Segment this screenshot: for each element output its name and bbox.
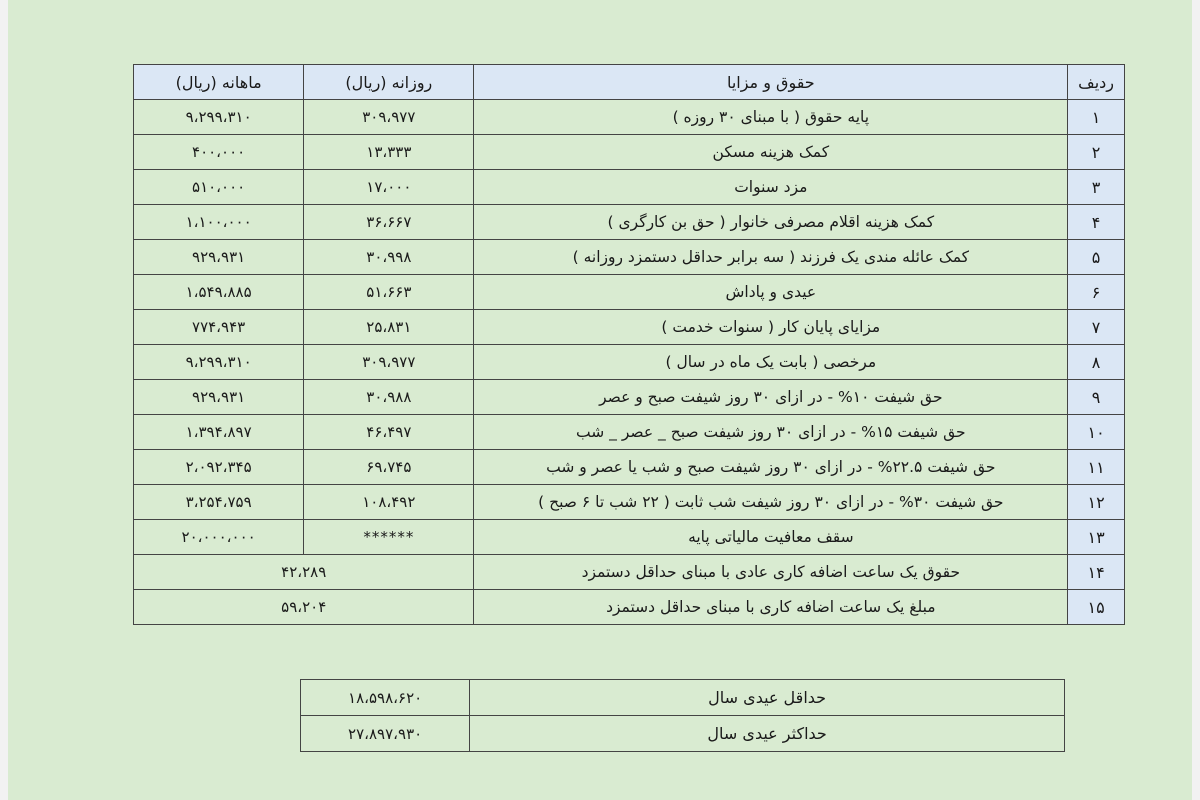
row-title: کمک عائله مندی یک فرزند ( سه برابر حداقل دستمزد روزانه ) xyxy=(474,240,1068,275)
table-row xyxy=(134,415,1125,450)
row-index: ۱۳ xyxy=(1068,520,1125,555)
table-row xyxy=(134,485,1125,520)
row-title: حق شیفت ۱۵% - در ازای ۳۰ روز شیفت صبح _ عصر _ شب xyxy=(474,415,1068,450)
row-merged-value: ۵۹،۲۰۴ xyxy=(134,590,474,625)
row-daily: ****** xyxy=(304,520,474,555)
row-daily: ۳۰۹،۹۷۷ xyxy=(304,345,474,380)
row-daily: ۴۶،۴۹۷ xyxy=(304,415,474,450)
table-row xyxy=(134,275,1125,310)
left-margin-strip xyxy=(0,0,8,800)
eidi-table xyxy=(300,679,1065,752)
row-monthly: ۱،۳۹۴،۸۹۷ xyxy=(134,415,304,450)
row-index: ۸ xyxy=(1068,345,1125,380)
row-index: ۷ xyxy=(1068,310,1125,345)
row-title: مزایای پایان کار ( سنوات خدمت ) xyxy=(474,310,1068,345)
row-monthly: ۱،۵۴۹،۸۸۵ xyxy=(134,275,304,310)
table-header-row xyxy=(134,65,1125,100)
table-row xyxy=(134,100,1125,135)
table-row xyxy=(134,240,1125,275)
row-title: حق شیفت ۲۲.۵% - در ازای ۳۰ روز شیفت صبح و شب یا عصر و شب xyxy=(474,450,1068,485)
row-monthly: ۹،۲۹۹،۳۱۰ xyxy=(134,345,304,380)
row-daily: ۳۰۹،۹۷۷ xyxy=(304,100,474,135)
row-index: ۱۴ xyxy=(1068,555,1125,590)
row-monthly: ۱،۱۰۰،۰۰۰ xyxy=(134,205,304,240)
eidi-min-title: حداقل عیدی سال xyxy=(470,680,1065,716)
row-monthly: ۴۰۰،۰۰۰ xyxy=(134,135,304,170)
row-monthly: ۲۰،۰۰۰،۰۰۰ xyxy=(134,520,304,555)
row-monthly: ۷۷۴،۹۴۳ xyxy=(134,310,304,345)
row-index: ۱۰ xyxy=(1068,415,1125,450)
row-daily: ۵۱،۶۶۳ xyxy=(304,275,474,310)
row-daily: ۳۶،۶۶۷ xyxy=(304,205,474,240)
row-index: ۲ xyxy=(1068,135,1125,170)
eidi-max-value: ۲۷،۸۹۷،۹۳۰ xyxy=(301,716,470,752)
table-row xyxy=(134,345,1125,380)
row-monthly: ۲،۰۹۲،۳۴۵ xyxy=(134,450,304,485)
row-index: ۵ xyxy=(1068,240,1125,275)
table-row xyxy=(301,680,1065,716)
row-title: مرخصی ( بابت یک ماه در سال ) xyxy=(474,345,1068,380)
row-index: ۱۱ xyxy=(1068,450,1125,485)
row-monthly: ۵۱۰،۰۰۰ xyxy=(134,170,304,205)
row-daily: ۳۰،۹۸۸ xyxy=(304,380,474,415)
row-monthly: ۹،۲۹۹،۳۱۰ xyxy=(134,100,304,135)
row-monthly: ۳،۲۵۴،۷۵۹ xyxy=(134,485,304,520)
table-row xyxy=(134,135,1125,170)
row-title: مزد سنوات xyxy=(474,170,1068,205)
row-daily: ۱۰۸،۴۹۲ xyxy=(304,485,474,520)
row-daily: ۶۹،۷۴۵ xyxy=(304,450,474,485)
table-row xyxy=(134,310,1125,345)
row-index: ۱۲ xyxy=(1068,485,1125,520)
eidi-max-title: حداکثر عیدی سال xyxy=(470,716,1065,752)
row-title: مبلغ یک ساعت اضافه کاری با مبنای حداقل دستمزد xyxy=(474,590,1068,625)
table-row xyxy=(134,380,1125,415)
header-monthly: ماهانه (ریال) xyxy=(134,65,304,100)
table-row xyxy=(134,170,1125,205)
table-row xyxy=(134,205,1125,240)
header-index: ردیف xyxy=(1068,65,1125,100)
table-row xyxy=(301,716,1065,752)
row-title: حقوق یک ساعت اضافه کاری عادی با مبنای حداقل دستمزد xyxy=(474,555,1068,590)
row-daily: ۱۷،۰۰۰ xyxy=(304,170,474,205)
row-index: ۶ xyxy=(1068,275,1125,310)
table-row xyxy=(134,520,1125,555)
row-index: ۱۵ xyxy=(1068,590,1125,625)
table-row xyxy=(134,450,1125,485)
table-row xyxy=(134,555,1125,590)
right-margin-strip xyxy=(1192,0,1200,800)
row-merged-value: ۴۲،۲۸۹ xyxy=(134,555,474,590)
wages-table xyxy=(133,64,1125,625)
table-row xyxy=(134,590,1125,625)
row-index: ۹ xyxy=(1068,380,1125,415)
header-title: حقوق و مزایا xyxy=(474,65,1068,100)
row-title: کمک هزینه اقلام مصرفی خانوار ( حق بن کارگری ) xyxy=(474,205,1068,240)
row-title: سقف معافیت مالیاتی پایه xyxy=(474,520,1068,555)
row-title: پایه حقوق ( با مبنای ۳۰ روزه ) xyxy=(474,100,1068,135)
row-index: ۳ xyxy=(1068,170,1125,205)
row-monthly: ۹۲۹،۹۳۱ xyxy=(134,240,304,275)
eidi-min-value: ۱۸،۵۹۸،۶۲۰ xyxy=(301,680,470,716)
row-title: عیدی و پاداش xyxy=(474,275,1068,310)
row-index: ۱ xyxy=(1068,100,1125,135)
row-index: ۴ xyxy=(1068,205,1125,240)
row-title: حق شیفت ۳۰% - در ازای ۳۰ روز شیفت شب ثابت ( ۲۲ شب تا ۶ صبح ) xyxy=(474,485,1068,520)
row-daily: ۲۵،۸۳۱ xyxy=(304,310,474,345)
header-daily: روزانه (ریال) xyxy=(304,65,474,100)
row-title: حق شیفت ۱۰% - در ازای ۳۰ روز شیفت صبح و عصر xyxy=(474,380,1068,415)
row-daily: ۳۰،۹۹۸ xyxy=(304,240,474,275)
row-monthly: ۹۲۹،۹۳۱ xyxy=(134,380,304,415)
row-title: کمک هزینه مسکن xyxy=(474,135,1068,170)
row-daily: ۱۳،۳۳۳ xyxy=(304,135,474,170)
